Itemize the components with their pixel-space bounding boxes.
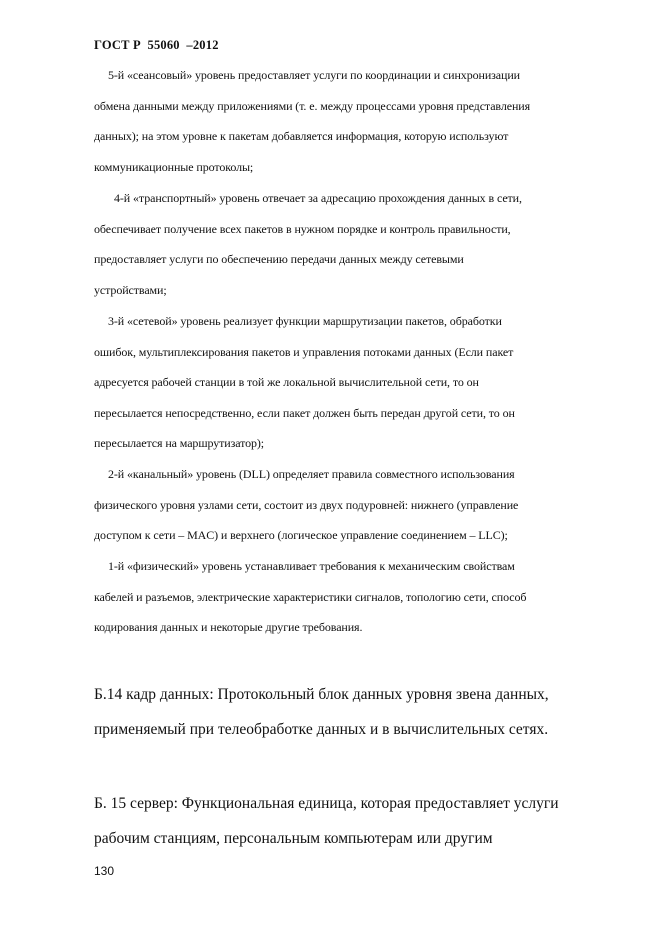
term-line: применяемый при телеобработке данных и в вычислительных сетях. bbox=[94, 721, 549, 738]
level-2-paragraph bbox=[94, 459, 594, 551]
paragraph-line: 3-й «сетевой» уровень реализует функции маршрутизации пакетов, обработки bbox=[108, 314, 502, 328]
paragraph-line: физического уровня узлами сети, состоит из двух подуровней: нижнего (управление bbox=[94, 497, 519, 512]
paragraph-line: предоставляет услуги по обеспечению передачи данных между сетевыми bbox=[94, 252, 464, 267]
level-1-paragraph bbox=[94, 551, 594, 643]
standard-header: ГОСТ Р 55060 –2012 bbox=[94, 38, 219, 52]
paragraph-line: адресуется рабочей станции в той же локальной вычислительной сети, то он bbox=[94, 375, 479, 390]
level-4-paragraph bbox=[94, 183, 594, 305]
paragraph-line: пересылается непосредственно, если пакет должен быть передан другой сети, то он bbox=[94, 405, 515, 420]
term-b14-data-frame bbox=[94, 677, 594, 747]
paragraph-line: устройствами; bbox=[94, 282, 167, 297]
paragraph-line: ошибок, мультиплексирования пакетов и управления потоками данных (Если пакет bbox=[94, 344, 514, 359]
paragraph-line: кодирования данных и некоторые другие требования. bbox=[94, 620, 363, 635]
term-line: рабочим станциям, персональным компьютерам или другим bbox=[94, 830, 493, 847]
page-number: 130 bbox=[94, 864, 115, 878]
term-line: Б.14 кадр данных: Протокольный блок данных уровня звена данных, bbox=[94, 686, 549, 703]
level-5-paragraph bbox=[94, 60, 594, 182]
term-b15-server bbox=[94, 786, 594, 856]
paragraph-line: 1-й «физический» уровень устанавливает требования к механическим свойствам bbox=[108, 559, 515, 573]
paragraph-line: обеспечивает получение всех пакетов в нужном порядке и контроль правильности, bbox=[94, 221, 511, 236]
paragraph-line: 4-й «транспортный» уровень отвечает за адресацию прохождения данных в сети, bbox=[114, 191, 522, 205]
term-line: Б. 15 сервер: Функциональная единица, которая предоставляет услуги bbox=[94, 795, 559, 812]
paragraph-line: кабелей и разъемов, электрические характеристики сигналов, топологию сети, способ bbox=[94, 589, 527, 604]
paragraph-line: 2-й «канальный» уровень (DLL) определяет правила совместного использования bbox=[108, 467, 515, 481]
level-3-paragraph bbox=[94, 306, 594, 459]
paragraph-line: обмена данными между приложениями (т. е. между процессами уровня представления bbox=[94, 98, 531, 113]
paragraph-line: доступом к сети – MAC) и верхнего (логическое управление соединением – LLC); bbox=[94, 528, 508, 543]
paragraph-line: 5-й «сеансовый» уровень предоставляет услуги по координации и синхронизации bbox=[108, 68, 520, 82]
paragraph-line: коммуникационные протоколы; bbox=[94, 159, 254, 174]
paragraph-line: данных); на этом уровне к пакетам добавляется информация, которую используют bbox=[94, 129, 509, 144]
paragraph-line: пересылается на маршрутизатор); bbox=[94, 436, 265, 451]
